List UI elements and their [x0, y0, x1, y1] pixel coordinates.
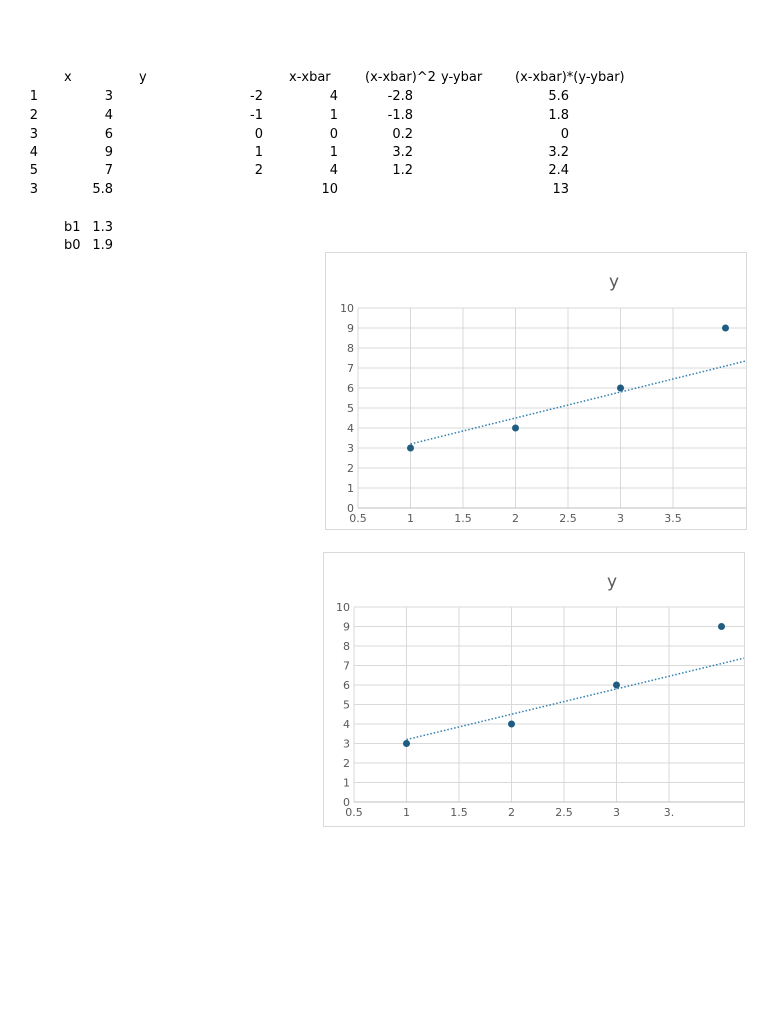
scatter-chart-2-svg [324, 553, 744, 826]
x-tick-label: 1 [403, 806, 410, 819]
cell-y: 3 [104, 89, 113, 104]
y-tick-label: 2 [347, 462, 354, 475]
y-tick-label: 7 [347, 362, 354, 375]
y-tick-label: 0 [343, 796, 350, 809]
coef-value-b1: 1.3 [92, 220, 113, 235]
y-tick-label: 6 [343, 679, 350, 692]
chart-title: y [606, 572, 618, 592]
cell-dxdy: 2.4 [548, 163, 569, 178]
y-tick-label: 9 [343, 620, 350, 634]
cell-y: 6 [104, 127, 113, 142]
cell-dy: 0.2 [392, 127, 413, 142]
cell-x: 4 [29, 145, 38, 160]
cell-y: 9 [104, 145, 113, 160]
x-tick-label: 1.5 [454, 512, 472, 525]
cell-y: 7 [104, 163, 113, 178]
x-tick-label: 3.5 [664, 512, 682, 525]
y-tick-label: 3 [347, 442, 354, 455]
data-point [508, 721, 515, 728]
scatter-chart-2[interactable] [323, 552, 745, 827]
y-tick-label: 6 [347, 382, 354, 395]
header-x-minus-xbar: x-xbar [289, 70, 331, 85]
y-tick-label: 10 [336, 601, 350, 614]
header-x-minus-xbar-squared: (x-xbar)^2 [365, 70, 436, 85]
x-tick-label: 2.5 [555, 806, 573, 819]
cell-dy: 3.2 [392, 145, 413, 160]
x-tick-label: 2 [508, 806, 515, 819]
x-tick-label: 3 [613, 806, 620, 819]
cell-dx: -1 [250, 108, 263, 123]
data-point [613, 682, 620, 689]
coef-label-b0: b0 [64, 238, 81, 253]
sum-dx2: 10 [321, 182, 338, 197]
y-tick-label: 3 [343, 737, 350, 751]
y-tick-label: 4 [343, 718, 350, 731]
x-tick-label: 3. [663, 806, 675, 819]
cell-dx: -2 [250, 89, 263, 104]
y-tick-label: 1 [343, 776, 350, 790]
cell-dxdy: 5.6 [548, 89, 569, 104]
header-y-minus-ybar: y-ybar [441, 70, 483, 85]
cell-y: 4 [104, 108, 113, 123]
cell-dy: -1.8 [387, 108, 413, 123]
cell-dx2: 4 [329, 89, 338, 104]
x-tick-label: 2 [512, 512, 519, 525]
cell-dxdy: 3.2 [548, 145, 569, 160]
y-tick-label: 0 [347, 502, 354, 515]
cell-x: 2 [29, 108, 38, 123]
cell-x: 1 [29, 89, 38, 104]
y-tick-label: 5 [343, 698, 350, 712]
x-tick-label: 3 [617, 512, 624, 525]
header-y: y [139, 70, 147, 85]
y-tick-label: 2 [343, 757, 350, 770]
x-tick-label: 2.5 [559, 512, 577, 525]
y-tick-label: 10 [340, 302, 354, 315]
cell-dxdy: 1.8 [548, 108, 569, 123]
y-tick-label: 9 [347, 322, 354, 335]
y-tick-label: 5 [347, 402, 354, 415]
cell-dx2: 0 [329, 127, 338, 142]
header-product: (x-xbar)*(y-ybar) [515, 70, 625, 85]
data-point [722, 325, 729, 332]
y-tick-label: 7 [343, 659, 350, 673]
trendline [411, 361, 747, 444]
data-point [403, 740, 410, 747]
cell-dxdy: 0 [560, 127, 569, 142]
y-tick-label: 1 [347, 482, 354, 495]
cell-x: 3 [29, 127, 38, 142]
scatter-chart-1[interactable] [325, 252, 747, 530]
y-tick-label: 4 [347, 422, 354, 435]
mean-x: 3 [29, 182, 38, 197]
data-point [512, 425, 519, 432]
cell-dx2: 4 [329, 163, 338, 178]
sum-dxdy: 13 [552, 182, 569, 197]
cell-dx: 0 [254, 127, 263, 142]
chart-title: y [608, 272, 620, 292]
coef-label-b1: b1 [64, 220, 81, 235]
x-tick-label: 0.5 [349, 512, 367, 525]
data-point [617, 385, 624, 392]
cell-dx2: 1 [329, 145, 338, 160]
y-tick-label: 8 [347, 342, 354, 355]
cell-dx2: 1 [329, 108, 338, 123]
cell-dy: 1.2 [392, 163, 413, 178]
x-tick-label: 1 [407, 512, 414, 525]
data-point [718, 623, 725, 630]
y-tick-label: 8 [343, 640, 350, 653]
cell-dx: 2 [254, 163, 263, 178]
coef-value-b0: 1.9 [92, 238, 113, 253]
trendline [407, 658, 745, 739]
x-tick-label: 0.5 [345, 806, 363, 819]
cell-dy: -2.8 [387, 89, 413, 104]
cell-x: 5 [29, 163, 38, 178]
x-tick-label: 1.5 [450, 806, 468, 819]
header-x: x [64, 70, 72, 85]
scatter-chart-1-svg [326, 253, 746, 529]
cell-dx: 1 [254, 145, 263, 160]
data-point [407, 445, 414, 452]
mean-y: 5.8 [92, 182, 113, 197]
